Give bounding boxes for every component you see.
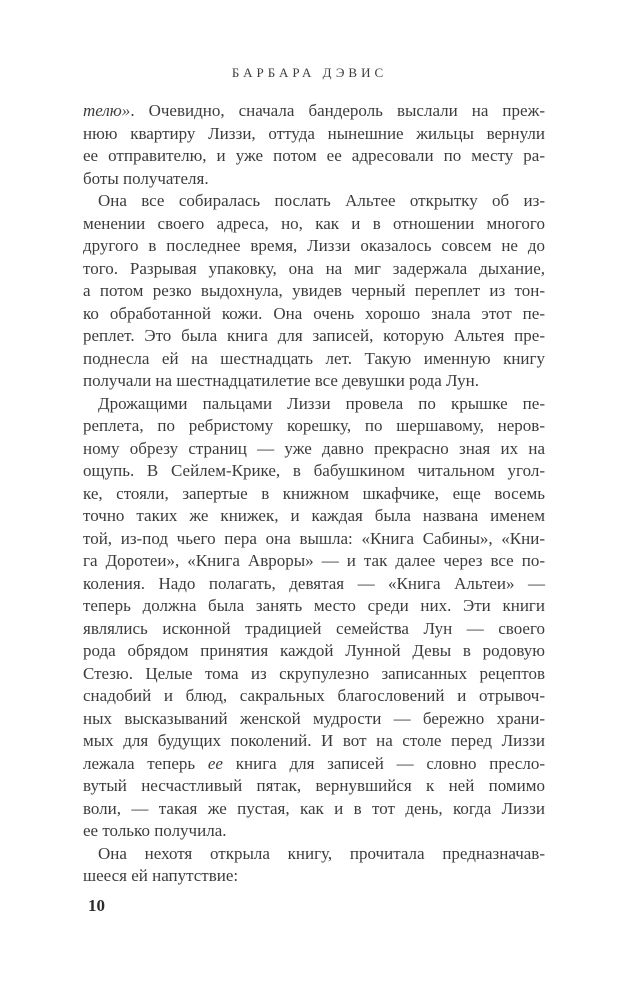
text-line: теперь должна была занять место среди них. Эти книги xyxy=(83,596,545,615)
text-line: а потом резко выдохнула, увидев черный переплет из тон- xyxy=(83,281,545,300)
text-line: шееся ей напутствие: xyxy=(83,866,239,885)
text-line: телю». Очевидно, сначала бандероль выслали на преж- xyxy=(83,101,545,120)
text-line: Она нехотя открыла книгу, прочитала предназначав- xyxy=(98,843,545,863)
text-line: Она все собиралась послать Альтее открытку об из- xyxy=(98,191,545,210)
text-line: того. Разрывая упаковку, она на миг задержала дыхание, xyxy=(83,258,545,278)
text-line: лежала теперь ее книга для записей — словно пресло- xyxy=(83,753,545,773)
text-line: вутый несчастливый пятак, вернувшийся к ней помимо xyxy=(83,776,545,795)
text-line: ке, стояли, запертые в книжном шкафчике, еще восемь xyxy=(83,483,545,503)
text-line: точно таких же книжек, и каждая была названа именем xyxy=(83,506,545,525)
text-line: ко обработанной кожи. Она очень хорошо знала этот пе- xyxy=(83,303,545,323)
text-line: Стезю. Целые тома из скрупулезно записанных рецептов xyxy=(83,663,545,683)
page-body xyxy=(83,100,545,888)
text-line: воли, — такая же пустая, как и в тот день, когда Лиззи xyxy=(83,798,545,818)
text-line: мых для будущих поколений. И вот на столе перед Лиззи xyxy=(83,731,545,750)
text-line: ее отправителю, и уже потом ее адресовали по месту ра- xyxy=(83,146,545,165)
text-line: менении своего адреса, но, как и в отношении многого xyxy=(83,213,545,233)
text-line: получали на шестнадцатилетие все девушки рода Лун. xyxy=(83,371,479,390)
text-line: реплета, по ребристому корешку, по шершавому, неров- xyxy=(83,416,545,435)
text-line: боты получателя. xyxy=(83,168,209,188)
text-line: ощупь. В Сейлем-Крике, в бабушкином читальном угол- xyxy=(83,461,545,480)
text-line: являлись исконной традицией семейства Лун — своего xyxy=(83,618,545,638)
text-line: снадобий и блюд, сакральных благословений и отрывоч- xyxy=(83,686,545,705)
text-line: ных высказываний женской мудрости — бережно храни- xyxy=(83,708,545,728)
running-head-author: БАРБАРА ДЭВИС xyxy=(231,65,388,80)
text-line: ее только получила. xyxy=(83,821,227,840)
text-line: реплет. Это была книга для записей, которую Альтея пре- xyxy=(83,326,545,345)
text-line: коления. Надо полагать, девятая — «Книга Альтеи» — xyxy=(83,573,545,593)
text-line: поднесла ей на шестнадцать лет. Такую именную книгу xyxy=(83,348,545,368)
text-line: га Доротеи», «Книга Авроры» — и так далее через все по- xyxy=(83,551,545,570)
text-line: рода обрядом принятия каждой Лунной Девы в родовую xyxy=(83,641,545,660)
text-line: той, из-под чьего пера она вышла: «Книга Сабины», «Кни- xyxy=(83,528,545,548)
text-line: Дрожащими пальцами Лиззи провела по крышке пе- xyxy=(98,393,545,413)
text-line: нюю квартиру Лиззи, оттуда нынешние жильцы вернули xyxy=(83,123,545,143)
page-number: 10 xyxy=(88,896,105,915)
text-line: ному обрезу страниц — уже давно прекрасно зная их на xyxy=(83,438,545,458)
text-line: другого в последнее время, Лиззи оказалось совсем не до xyxy=(83,236,545,255)
